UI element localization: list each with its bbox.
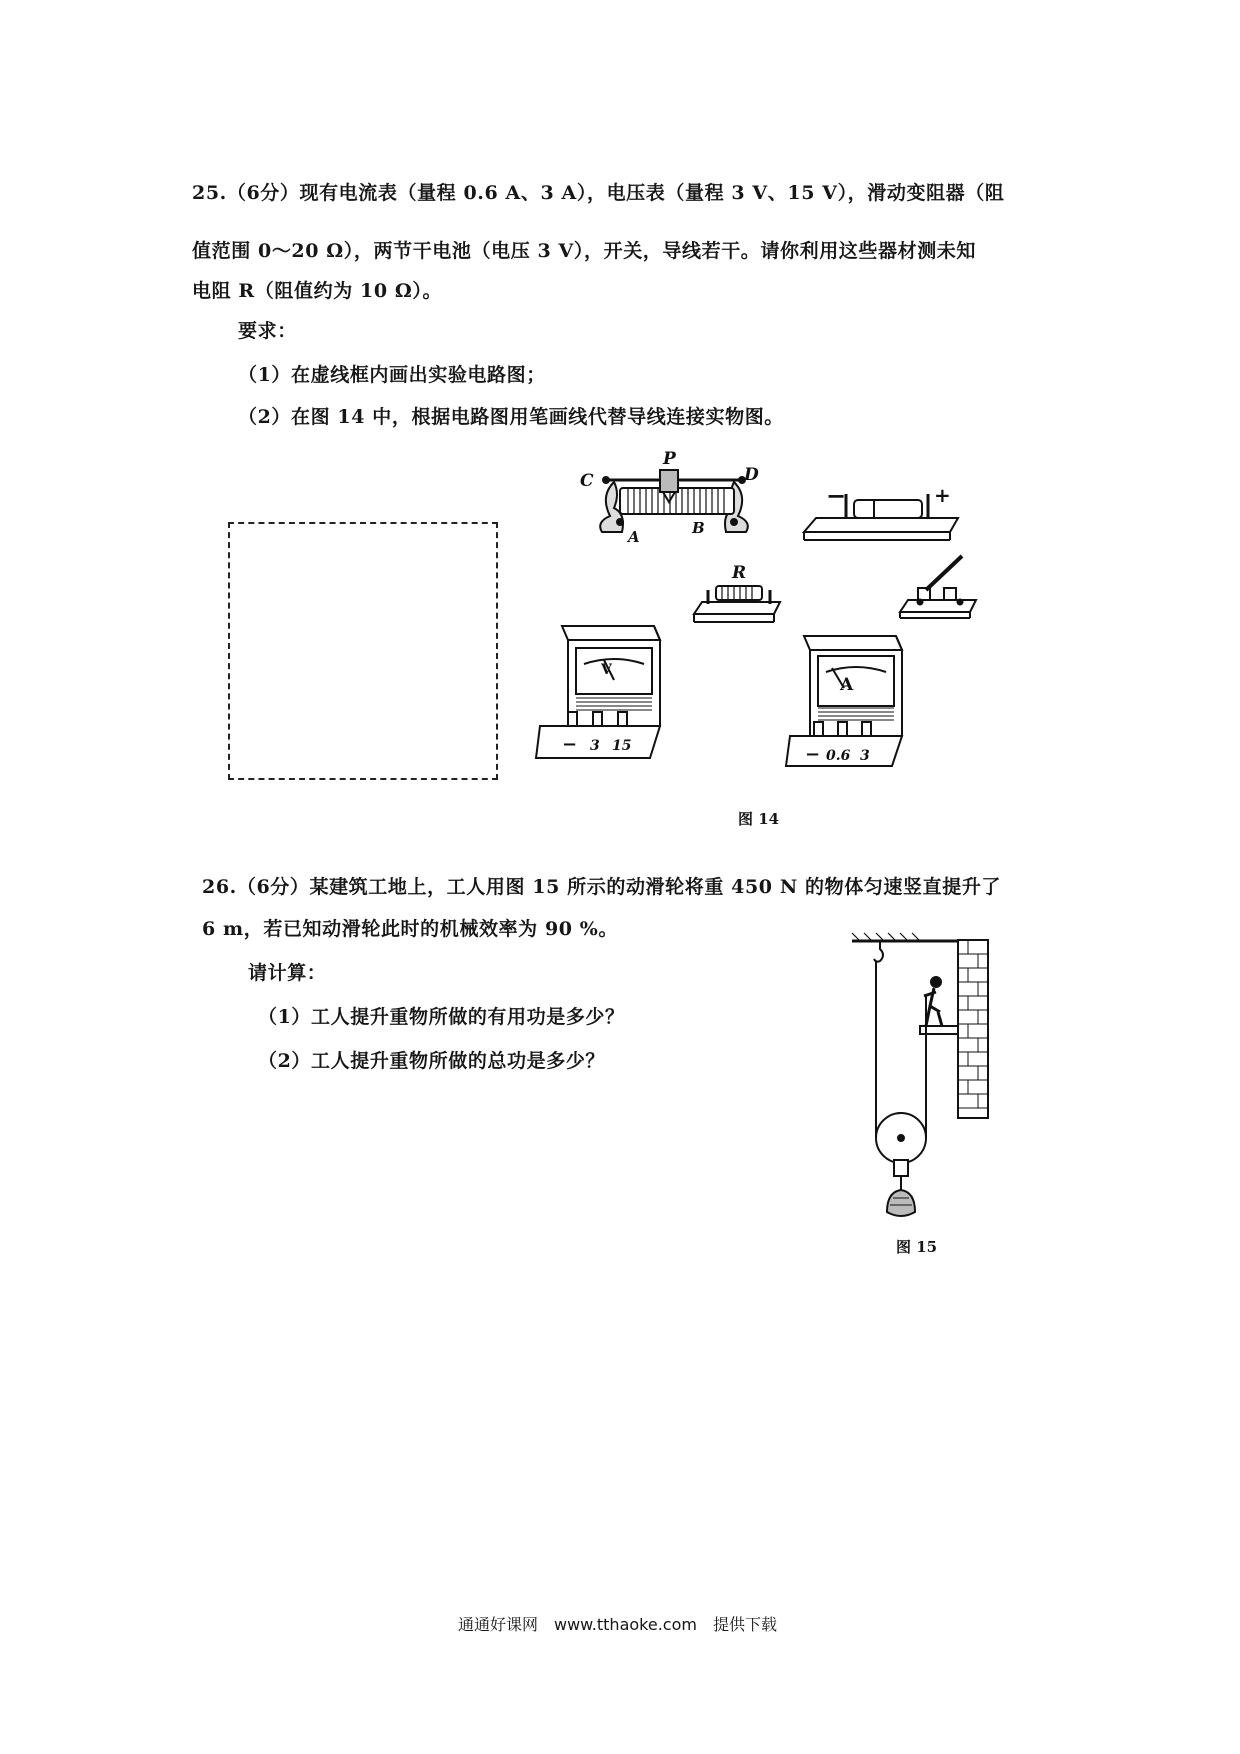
figure-15-caption: 图 15	[896, 1238, 938, 1256]
figure-14-caption: 图 14	[738, 810, 780, 828]
q26-ask-2: （2）工人提升重物所做的总功是多少？	[258, 1050, 606, 1072]
voltmeter-terminal-3: 3	[590, 738, 600, 754]
rheostat-label-p: P	[663, 449, 676, 469]
q25-requirement-1: （1）在虚线框内画出实验电路图；	[238, 364, 546, 386]
q25-requirements-label: 要求：	[238, 320, 297, 342]
q26-ask-1: （1）工人提升重物所做的有用功是多少？	[258, 1006, 625, 1028]
voltmeter-face-label: V	[601, 662, 612, 678]
rheostat-label-c: C	[580, 471, 594, 491]
q25-line-2: 值范围 0～20 Ω），两节干电池（电压 3 V），开关，导线若干。请你利用这些器材测未知	[192, 240, 976, 262]
ammeter-terminal-minus: −	[805, 744, 821, 765]
ammeter-terminal-3: 3	[860, 748, 870, 764]
ammeter-terminal-0-6: 0.6	[826, 748, 851, 764]
voltmeter-terminal-minus: −	[562, 734, 578, 755]
q26-line-1: 26.（6分）某建筑工地上，工人用图 15 所示的动滑轮将重 450 N 的物体匀速竖直提升了	[202, 876, 1002, 898]
battery-minus: −	[826, 481, 847, 510]
q25-line-3: 电阻 R（阻值约为 10 Ω）。	[192, 280, 443, 302]
rheostat-label-a: A	[628, 528, 640, 546]
rheostat-label-d: D	[744, 465, 759, 485]
ammeter-face-label: A	[840, 675, 854, 695]
q25-line-1: 25.（6分）现有电流表（量程 0.6 A、3 A），电压表（量程 3 V、15 V），滑动变阻器（阻	[192, 182, 1005, 204]
battery-plus: +	[934, 483, 951, 507]
q25-requirement-2: （2）在图 14 中，根据电路图用笔画线代替导线连接实物图。	[238, 406, 784, 428]
rheostat-label-b: B	[692, 519, 705, 537]
resistor-label: R	[732, 563, 747, 583]
q26-line-2: 6 m，若已知动滑轮此时的机械效率为 90 %。	[202, 918, 619, 940]
voltmeter-terminal-15: 15	[612, 738, 632, 754]
q26-calc-label: 请计算：	[248, 962, 327, 984]
footer-source: 通通好课网 www.tthaoke.com 提供下载	[458, 1615, 777, 1634]
